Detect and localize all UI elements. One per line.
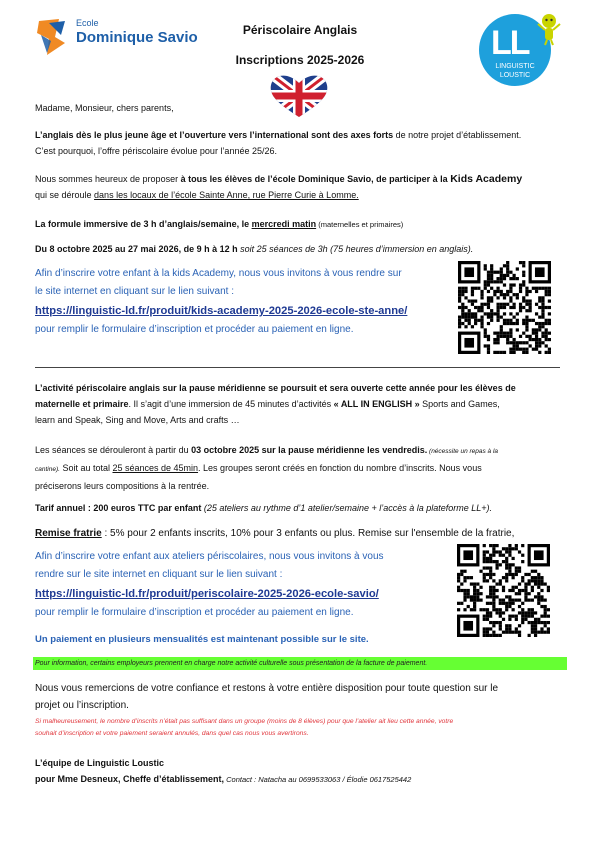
sessions-note2: cantine). [35, 466, 60, 473]
formula-day: mercredi matin [251, 219, 317, 229]
signature-block [35, 755, 575, 788]
page-subtitle: Inscriptions 2025-2026 [235, 53, 365, 67]
warning-paragraph [35, 716, 575, 740]
kids-bold: à tous les élèves de l’école Dominique Savio, de participer à la [180, 174, 451, 184]
register1-line4: pour remplir le formulaire d’inscription et procéder au paiement en ligne. [35, 324, 354, 335]
kids-academy-qr-code[interactable] [458, 261, 551, 354]
kids-academy-link[interactable]: https://linguistic-ld.fr/produit/kids-academy-2025-2026-ecole-ste-anne/ [35, 305, 408, 317]
school-name: Dominique Savio [76, 29, 198, 46]
warning-line1: Si malheureusement, le nombre d’inscrits n’était pas suffisant dans un groupe (moins de 8 élèves) pour que l’atelier ait lieu cette année, votre [35, 718, 454, 725]
lunch-rest2a: . Il s’agit d’une immersion de 45 minutes d’activités [128, 399, 334, 409]
intro-bold: L’anglais dès le plus jeune âge et l’ouverture vers l’international sont des axes forts [35, 130, 394, 140]
warning-line2: souhait d’inscription et votre paiement seraient annulés, dans quel cas nous vous avertirons. [35, 730, 309, 737]
remise-label: Remise fratrie [35, 528, 102, 539]
register1-line2: le site internet en cliquant sur le lien suivant : [35, 286, 234, 297]
signature-contact: Contact : Natacha au 0699533063 / Élodie 0617525442 [224, 775, 412, 784]
register-kids-block [35, 265, 455, 339]
sessions-mid: sur la pause méridienne les vendredis. [259, 445, 428, 455]
ll-logo-letters: LL [491, 24, 529, 62]
dates-line [35, 241, 473, 257]
sessions-pre: Les séances se dérouleront à partir du [35, 445, 192, 455]
kids-brand: Kids Academy [450, 173, 523, 185]
thanks-line2: projet ou l’inscription. [35, 700, 129, 711]
thanks-paragraph [35, 680, 575, 714]
greeting: Madame, Monsieur, chers parents, [35, 103, 174, 113]
tarif-bold: Tarif annuel : 200 euros TTC par enfant [35, 503, 202, 513]
thanks-line1: Nous vous remercions de votre confiance et restons à votre entière disposition pour toute question sur le [35, 683, 499, 694]
sessions-total-post: . Les groupes seront créés en fonction du nombre d’inscrits. Nous vous [198, 463, 482, 473]
periscolaire-link[interactable]: https://linguistic-ld.fr/produit/periscolaire-2025-2026-ecole-savio/ [35, 588, 379, 600]
lunch-line1: L’activité périscolaire anglais sur la pause méridienne se poursuit et sera ouverte cette année pour les élèves de [35, 383, 516, 393]
payment-notice: Un paiement en plusieurs mensualités est maintenant possible sur le site. [35, 634, 369, 645]
sessions-total-pre: Soit au total [59, 463, 113, 473]
formula-line [35, 216, 403, 233]
signature-for: pour Mme Desneux, Cheffe d’établissement, [35, 774, 225, 784]
register2-line1: Afin d’inscrire votre enfant aux ateliers périscolaires, nous vous invitons à vous [35, 551, 384, 562]
signature-team: L’équipe de Linguistic Loustic [35, 758, 165, 768]
intro-paragraph [35, 127, 565, 159]
ll-logo-caption-2: LOUSTIC [499, 72, 531, 79]
employer-info-banner: Pour information, certains employeurs prennent en charge notre activité culturelle sous présentation de la facture de paiement. [33, 657, 567, 670]
lunch-bold2: maternelle et primaire [35, 399, 129, 409]
sessions-total: 25 séances de 45min [112, 463, 199, 473]
lunch-rest2b: Sports and Games, [419, 399, 500, 409]
sessions-note: (nécessite un repas à la [427, 448, 499, 455]
remise-line [35, 525, 514, 543]
kids-academy-paragraph [35, 171, 570, 203]
intro-line2: C’est pourquoi, l’offre périscolaire évolue pour l’année 25/26. [35, 146, 277, 156]
sessions-line3: préciserons leurs compositions à la rentrée. [35, 481, 210, 491]
register2-line4: pour remplir le formulaire d’inscription et procéder au paiement en ligne. [35, 607, 354, 618]
section-divider [35, 367, 560, 368]
register1-line1: Afin d’inscrire votre enfant à la kids Academy, nous vous invitons à vous rendre sur [35, 268, 402, 279]
register-periscolaire-block [35, 548, 455, 622]
intro-rest: de notre projet d’établissement. [393, 130, 522, 140]
tarif-line [35, 500, 492, 516]
periscolaire-qr-code[interactable] [457, 544, 550, 637]
sessions-date: 03 octobre 2025 [191, 445, 260, 455]
formula-bold: La formule immersive de 3 h d’anglais/semaine, le [35, 219, 252, 229]
formula-small: (maternelles et primaires) [316, 220, 404, 229]
dates-bold: Du 8 octobre 2025 au 27 mai 2026, de 9 h à 12 h [35, 244, 238, 254]
tarif-italic: (25 ateliers au rythme d’1 atelier/semaine + l’accès à la plateforme LL+). [201, 503, 493, 513]
lunch-all-english: « ALL IN ENGLISH » [333, 399, 420, 409]
kids-location: dans les locaux de l’école Sainte Anne, rue Pierre Curie à Lomme. [94, 190, 359, 200]
sessions-paragraph [35, 442, 575, 494]
dates-italic: soit 25 séances de 3h (75 heures d’immersion en anglais). [237, 244, 474, 254]
lunch-paragraph [35, 380, 575, 428]
school-small-label: Ecole [76, 18, 99, 28]
remise-text: : 5% pour 2 enfants inscrits, 10% pour 3 enfants ou plus. Remise sur l'ensemble de la fratrie, [101, 528, 515, 539]
lunch-line3: learn and Speak, Sing and Move, Arts and crafts … [35, 415, 240, 425]
ll-logo-caption-1: LINGUISTIC [495, 63, 535, 70]
kids-pre: Nous sommes heureux de proposer [35, 174, 181, 184]
uk-flag-heart-icon [269, 73, 329, 119]
register2-line2: rendre sur le site internet en cliquant sur le lien suivant : [35, 569, 283, 580]
kids-line2-pre: qui se déroule [35, 190, 95, 200]
page-title: Périscolaire Anglais [242, 23, 358, 37]
mascot-icon [536, 12, 562, 46]
